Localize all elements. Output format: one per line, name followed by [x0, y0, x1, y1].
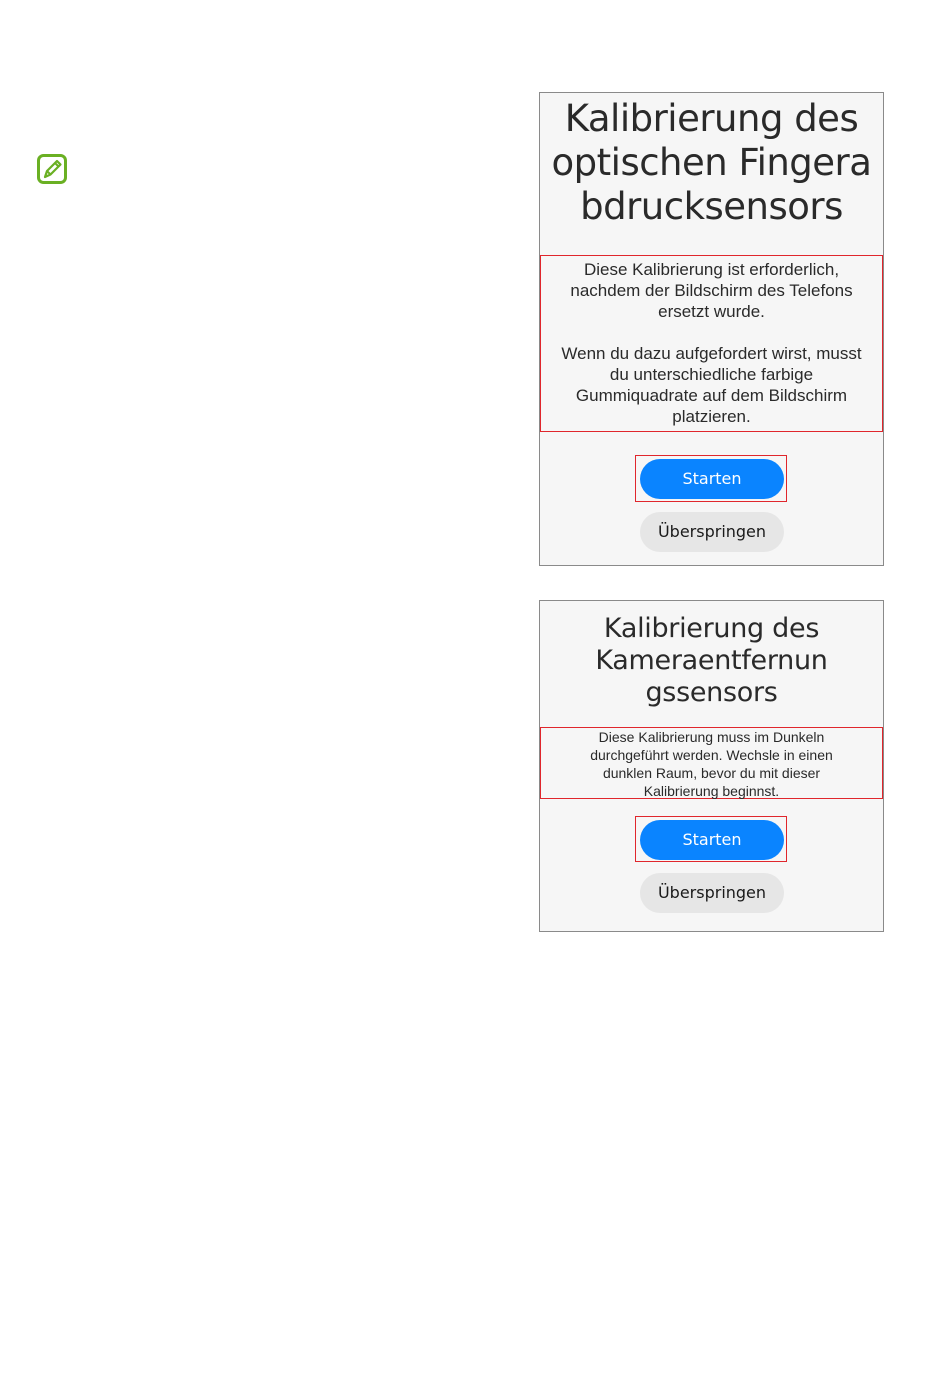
- screen-title: Kalibrierung des Kameraentfernun gssensors: [595, 613, 828, 708]
- skip-button[interactable]: Überspringen: [640, 873, 784, 913]
- description-highlight: [540, 727, 883, 799]
- description-text: Diese Kalibrierung muss im Dunkeln durchgeführt werden. Wechsle in einen dunklen Raum, bevor du mit dieser Kalibrierung beginnst.: [590, 729, 833, 799]
- note-pencil-icon: [36, 153, 68, 185]
- calibration-screen-proximity: [539, 600, 884, 932]
- description-highlight: [540, 255, 883, 432]
- description-text: Wenn du dazu aufgefordert wirst, musst du unterschiedliche farbige Gummiquadrate auf dem Bildschirm platzieren.: [561, 344, 862, 426]
- start-button[interactable]: Starten: [640, 459, 784, 499]
- paragraph-gap: [551, 322, 872, 343]
- screen-title: Kalibrierung des optischen Fingera bdrucksensors: [551, 97, 872, 228]
- start-button[interactable]: Starten: [640, 820, 784, 860]
- description-text: Diese Kalibrierung ist erforderlich, nachdem der Bildschirm des Telefons ersetzt wurde.: [570, 260, 853, 321]
- skip-button[interactable]: Überspringen: [640, 512, 784, 552]
- calibration-screen-fingerprint: [539, 92, 884, 566]
